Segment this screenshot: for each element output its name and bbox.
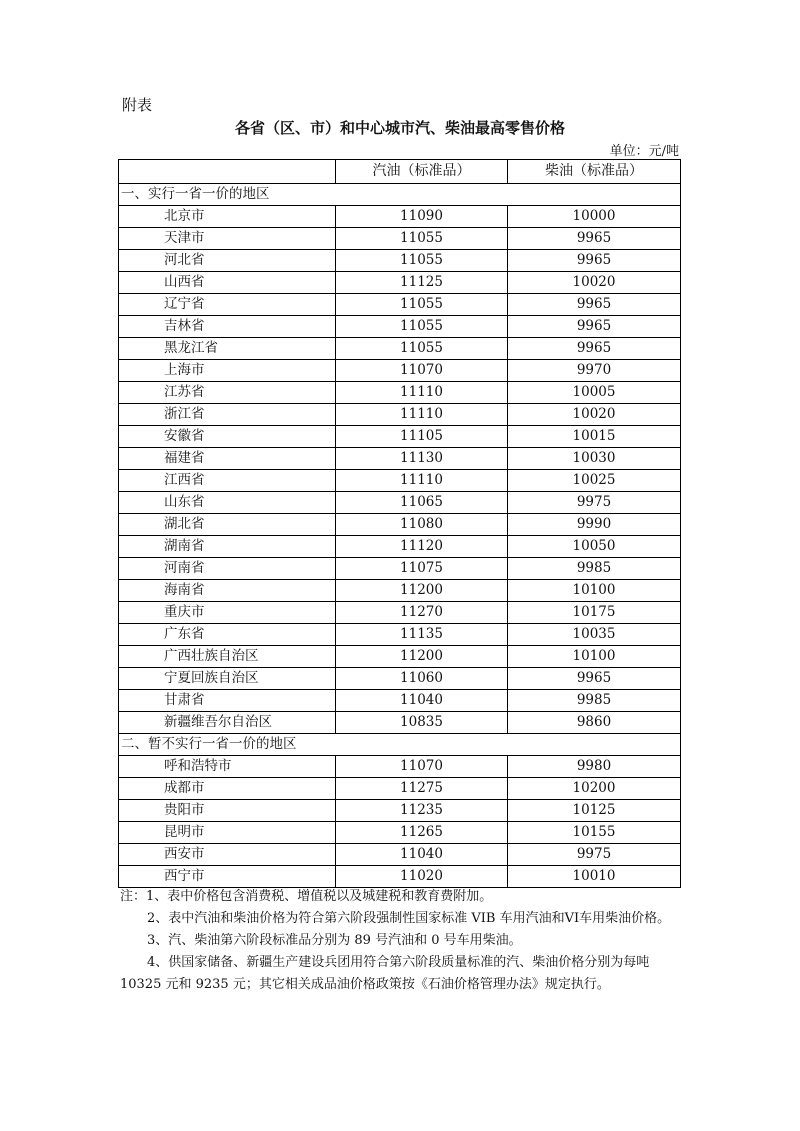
table-row (119, 316, 681, 338)
table-row (119, 844, 681, 866)
region-name: 北京市 (119, 206, 336, 228)
diesel-price: 9985 (508, 558, 681, 580)
table-row (119, 536, 681, 558)
diesel-price: 10030 (508, 448, 681, 470)
region-name: 成都市 (119, 778, 336, 800)
gasoline-price: 11040 (336, 844, 508, 866)
gasoline-price: 11135 (336, 624, 508, 646)
table-row (119, 382, 681, 404)
gasoline-price: 11200 (336, 646, 508, 668)
region-name: 海南省 (119, 580, 336, 602)
header-gasoline: 汽油（标准品） (336, 160, 508, 184)
gasoline-price: 11055 (336, 228, 508, 250)
header-diesel: 柴油（标准品） (508, 160, 681, 184)
header-region (119, 160, 336, 184)
table-row (119, 668, 681, 690)
table-row (119, 800, 681, 822)
region-name: 宁夏回族自治区 (119, 668, 336, 690)
diesel-price: 9975 (508, 844, 681, 866)
diesel-price: 9965 (508, 316, 681, 338)
gasoline-price: 11055 (336, 316, 508, 338)
table-row (119, 580, 681, 602)
region-name: 甘肃省 (119, 690, 336, 712)
region-name: 山西省 (119, 272, 336, 294)
region-name: 湖北省 (119, 514, 336, 536)
document-title: 各省（区、市）和中心城市汽、柴油最高零售价格 (234, 119, 565, 137)
region-name: 浙江省 (119, 404, 336, 426)
diesel-price: 10125 (508, 800, 681, 822)
region-name: 西安市 (119, 844, 336, 866)
gasoline-price: 11125 (336, 272, 508, 294)
diesel-price: 10035 (508, 624, 681, 646)
diesel-price: 9980 (508, 756, 681, 778)
gasoline-price: 11105 (336, 426, 508, 448)
region-name: 广西壮族自治区 (119, 646, 336, 668)
diesel-price: 10175 (508, 602, 681, 624)
note-3: 3、汽、柴油第六阶段标准品分别为 89 号汽油和 0 号车用柴油。 (147, 933, 522, 948)
table-row (119, 866, 681, 888)
gasoline-price: 11080 (336, 514, 508, 536)
diesel-price: 10100 (508, 646, 681, 668)
table-row (119, 624, 681, 646)
gasoline-price: 11110 (336, 382, 508, 404)
region-name: 辽宁省 (119, 294, 336, 316)
region-name: 贵阳市 (119, 800, 336, 822)
price-table-body (119, 160, 681, 888)
gasoline-price: 11055 (336, 250, 508, 272)
table-row (119, 470, 681, 492)
note-1: 注：1、表中价格包含消费税、增值税以及城建税和教育费附加。 (120, 889, 493, 904)
gasoline-price: 11130 (336, 448, 508, 470)
region-name: 福建省 (119, 448, 336, 470)
diesel-price: 9965 (508, 228, 681, 250)
table-row (119, 712, 681, 734)
table-row (119, 250, 681, 272)
diesel-price: 10005 (508, 382, 681, 404)
gasoline-price: 11200 (336, 580, 508, 602)
diesel-price: 10020 (508, 272, 681, 294)
gasoline-price: 11110 (336, 470, 508, 492)
diesel-price: 9965 (508, 294, 681, 316)
gasoline-price: 11055 (336, 338, 508, 360)
gasoline-price: 11120 (336, 536, 508, 558)
gasoline-price: 11275 (336, 778, 508, 800)
gasoline-price: 11055 (336, 294, 508, 316)
gasoline-price: 11110 (336, 404, 508, 426)
diesel-price: 10010 (508, 866, 681, 888)
table-row (119, 514, 681, 536)
region-name: 天津市 (119, 228, 336, 250)
table-row (119, 338, 681, 360)
diesel-price: 10000 (508, 206, 681, 228)
diesel-price: 9860 (508, 712, 681, 734)
gasoline-price: 11235 (336, 800, 508, 822)
table-row (119, 272, 681, 294)
region-name: 重庆市 (119, 602, 336, 624)
price-table (118, 159, 681, 888)
table-row (119, 492, 681, 514)
gasoline-price: 11270 (336, 602, 508, 624)
note-4: 4、供国家储备、新疆生产建设兵团用符合第六阶段质量标准的汽、柴油价格分别为每吨 10325 元和 9235 元；其它相关成品油价格政策按《石油价格管理办法》规定执行。 (120, 955, 650, 992)
diesel-price: 9965 (508, 668, 681, 690)
region-name: 湖南省 (119, 536, 336, 558)
region-name: 新疆维吾尔自治区 (119, 712, 336, 734)
diesel-price: 9975 (508, 492, 681, 514)
region-name: 吉林省 (119, 316, 336, 338)
diesel-price: 10050 (508, 536, 681, 558)
table-row (119, 646, 681, 668)
gasoline-price: 11090 (336, 206, 508, 228)
table-row (119, 448, 681, 470)
diesel-price: 10015 (508, 426, 681, 448)
section-label: 二、暂不实行一省一价的地区 (119, 734, 681, 756)
table-row (119, 778, 681, 800)
gasoline-price: 11020 (336, 866, 508, 888)
gasoline-price: 11265 (336, 822, 508, 844)
diesel-price: 9990 (508, 514, 681, 536)
diesel-price: 9965 (508, 250, 681, 272)
table-row (119, 602, 681, 624)
notes (120, 886, 682, 996)
diesel-price: 10100 (508, 580, 681, 602)
table-row (119, 426, 681, 448)
diesel-price: 9985 (508, 690, 681, 712)
table-header-row (119, 160, 681, 184)
region-name: 江苏省 (119, 382, 336, 404)
gasoline-price: 11070 (336, 756, 508, 778)
diesel-price: 10200 (508, 778, 681, 800)
gasoline-price: 11075 (336, 558, 508, 580)
region-name: 广东省 (119, 624, 336, 646)
table-row (119, 558, 681, 580)
diesel-price: 10025 (508, 470, 681, 492)
region-name: 上海市 (119, 360, 336, 382)
region-name: 山东省 (119, 492, 336, 514)
region-name: 黑龙江省 (119, 338, 336, 360)
region-name: 呼和浩特市 (119, 756, 336, 778)
region-name: 安徽省 (119, 426, 336, 448)
gasoline-price: 11070 (336, 360, 508, 382)
unit-label: 单位：元/吨 (609, 144, 679, 159)
table-row (119, 360, 681, 382)
region-name: 西宁市 (119, 866, 336, 888)
diesel-price: 10155 (508, 822, 681, 844)
gasoline-price: 11060 (336, 668, 508, 690)
table-row (119, 756, 681, 778)
gasoline-price: 11065 (336, 492, 508, 514)
region-name: 昆明市 (119, 822, 336, 844)
region-name: 河南省 (119, 558, 336, 580)
table-row (119, 228, 681, 250)
region-name: 江西省 (119, 470, 336, 492)
table-row (119, 822, 681, 844)
table-row (119, 690, 681, 712)
diesel-price: 10020 (508, 404, 681, 426)
table-row (119, 206, 681, 228)
section-label: 一、实行一省一价的地区 (119, 184, 681, 206)
section-row (119, 184, 681, 206)
section-row (119, 734, 681, 756)
region-name: 河北省 (119, 250, 336, 272)
gasoline-price: 10835 (336, 712, 508, 734)
appendix-label: 附表 (122, 96, 153, 114)
table-row (119, 404, 681, 426)
diesel-price: 9970 (508, 360, 681, 382)
table-row (119, 294, 681, 316)
note-2: 2、表中汽油和柴油价格为符合第六阶段强制性国家标准 VIB 车用汽油和VI车用柴油价格。 (147, 911, 671, 926)
diesel-price: 9965 (508, 338, 681, 360)
gasoline-price: 11040 (336, 690, 508, 712)
